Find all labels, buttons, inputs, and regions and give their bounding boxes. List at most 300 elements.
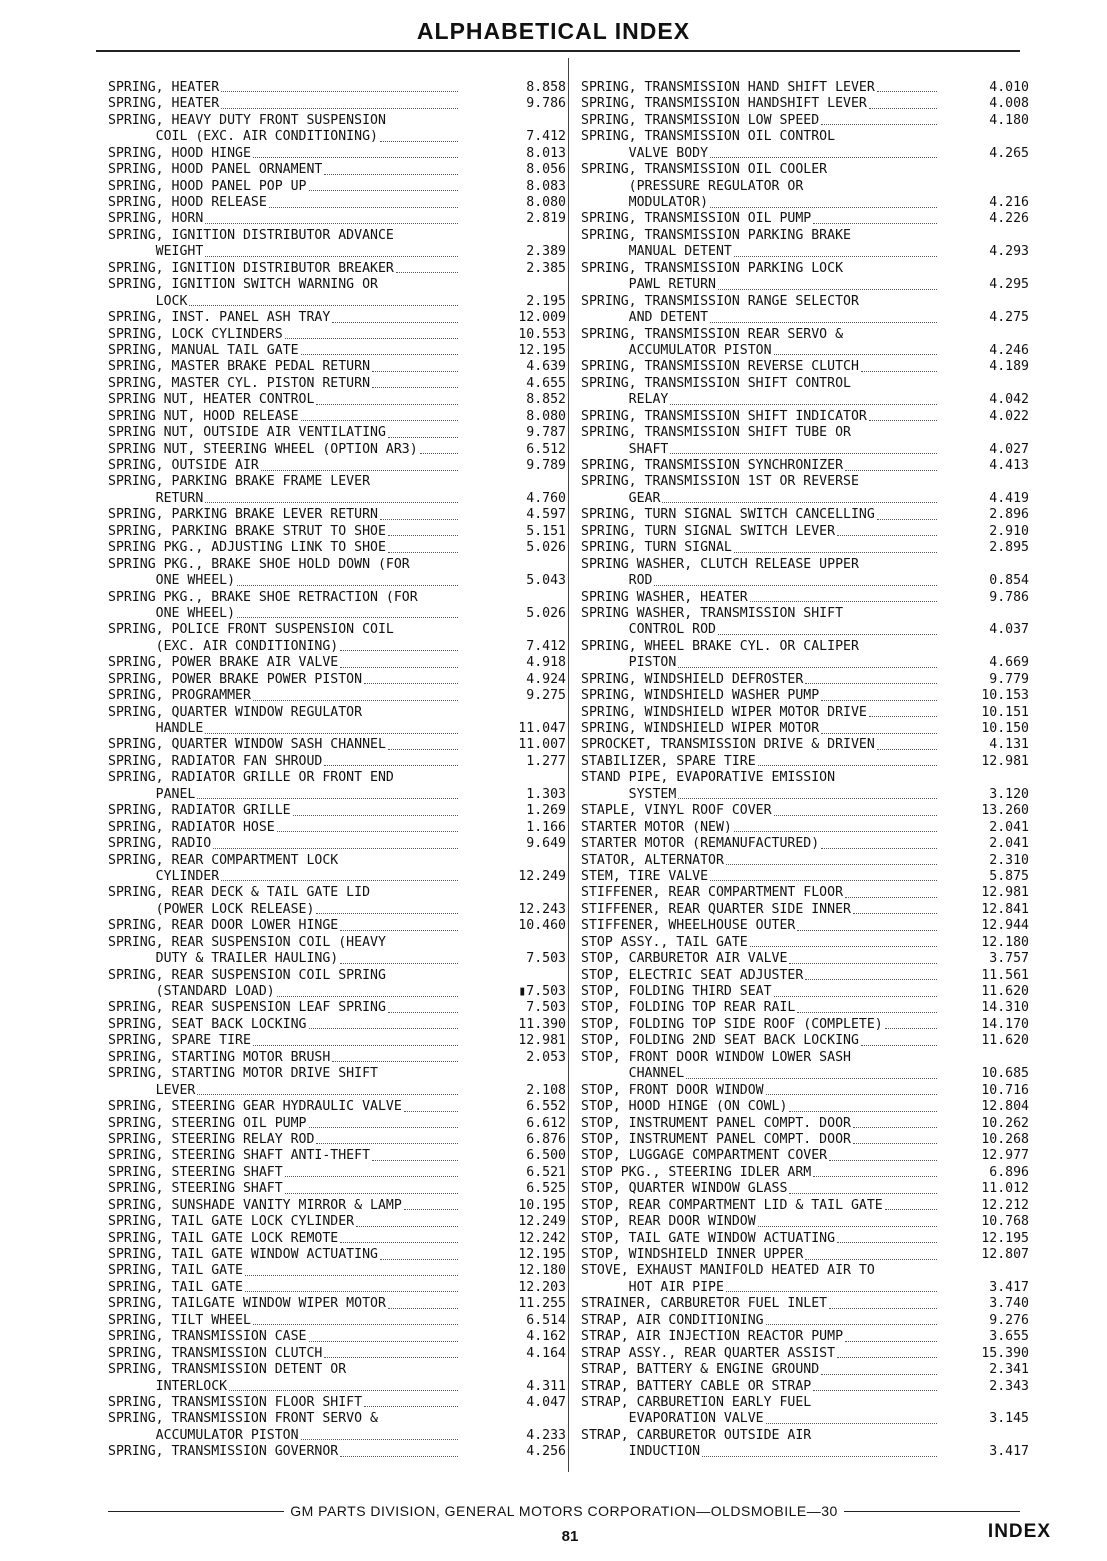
index-entry-text: STOP, REAR DOOR WINDOW xyxy=(581,1214,756,1230)
index-entry-page: 12.009 xyxy=(518,310,566,326)
index-entry-label xyxy=(108,507,460,523)
index-entry xyxy=(581,113,1029,129)
index-entry-label xyxy=(581,524,939,540)
index-entry-page: 5.043 xyxy=(526,573,566,589)
index-entry-text: SPRING, SPARE TIRE xyxy=(108,1033,251,1049)
index-entry-page: 4.189 xyxy=(989,359,1029,375)
index-entry xyxy=(108,1411,566,1427)
dot-leader xyxy=(797,930,937,931)
index-entry-label xyxy=(581,129,939,145)
index-entry-text: WEIGHT xyxy=(108,244,204,260)
index-entry-text: SPRING, MASTER CYL. PISTON RETURN xyxy=(108,375,371,391)
index-entry-text: SHAFT xyxy=(581,441,669,457)
index-entry-text: SPRING, TRANSMISSION SHIFT CONTROL xyxy=(581,375,851,391)
index-entry xyxy=(581,803,1029,819)
index-entry-text: SPRING, TAIL GATE LOCK CYLINDER xyxy=(108,1214,355,1230)
index-entry xyxy=(108,1247,566,1263)
dot-leader xyxy=(364,1406,458,1407)
index-entry-label xyxy=(581,655,939,671)
index-entry xyxy=(581,261,1029,277)
dot-leader xyxy=(285,338,458,339)
dot-leader xyxy=(372,1160,458,1161)
index-entry-label xyxy=(581,1231,939,1247)
index-entry-page: 2.310 xyxy=(989,852,1029,868)
index-entry-page: 12.977 xyxy=(981,1148,1029,1164)
dot-leader xyxy=(702,1456,937,1457)
index-entry-text: STRAP, CARBURETOR OUTSIDE AIR xyxy=(581,1427,812,1443)
index-entry-label xyxy=(108,129,460,145)
index-entry-text: SPRING NUT, HEATER CONTROL xyxy=(108,392,315,408)
dot-leader xyxy=(221,91,458,92)
index-entry xyxy=(108,968,566,984)
dot-leader xyxy=(885,1028,937,1029)
index-entry-label xyxy=(108,590,460,606)
index-entry-label xyxy=(108,524,460,540)
index-entry xyxy=(108,540,566,556)
index-entry-label xyxy=(581,918,939,934)
index-entry xyxy=(108,1099,566,1115)
dot-leader xyxy=(340,963,458,964)
index-entry-text: SPRING, HOOD HINGE xyxy=(108,145,251,161)
index-entry-label xyxy=(581,1444,939,1460)
index-entry-text: SPRING, TRANSMISSION DETENT OR xyxy=(108,1362,347,1378)
dot-leader xyxy=(758,1226,937,1227)
index-entry xyxy=(581,951,1029,967)
index-entry-page: 12.195 xyxy=(981,1230,1029,1246)
index-entry-page: 6.552 xyxy=(526,1099,566,1115)
dot-leader xyxy=(229,1390,458,1391)
index-entry-label xyxy=(581,737,939,753)
index-entry-label xyxy=(108,327,460,343)
index-entry-text: SPRING, IGNITION DISTRIBUTOR ADVANCE xyxy=(108,227,394,243)
index-entry-page: 7.412 xyxy=(526,129,566,145)
index-entry xyxy=(108,425,566,441)
dot-leader xyxy=(750,601,937,602)
index-entry-page: 2.895 xyxy=(989,540,1029,556)
index-entry-text: SPRING, TAIL GATE WINDOW ACTUATING xyxy=(108,1247,378,1263)
index-entry xyxy=(581,80,1029,96)
dot-leader xyxy=(269,207,458,208)
index-entry xyxy=(581,885,1029,901)
dot-leader xyxy=(797,1012,937,1013)
index-entry-label xyxy=(108,1148,460,1164)
index-entry-page: 12.981 xyxy=(981,885,1029,901)
dot-leader xyxy=(758,765,937,766)
index-entry xyxy=(108,655,566,671)
index-entry-label xyxy=(108,754,460,770)
index-entry-page: 9.786 xyxy=(989,589,1029,605)
index-entry-page: 3.740 xyxy=(989,1296,1029,1312)
index-entry-text: SPRING NUT, HOOD RELEASE xyxy=(108,408,299,424)
index-entry-text: STABILIZER, SPARE TIRE xyxy=(581,753,756,769)
index-entry-label xyxy=(108,113,460,129)
index-entry-label xyxy=(108,1231,460,1247)
index-entry xyxy=(108,409,566,425)
dot-leader xyxy=(301,1439,458,1440)
index-entry-label xyxy=(108,1263,460,1279)
index-entry-text: SPRING, REAR SUSPENSION LEAF SPRING xyxy=(108,1000,386,1016)
index-entry-text: SPRING, STEERING SHAFT ANTI-THEFT xyxy=(108,1148,371,1164)
index-entry xyxy=(581,968,1029,984)
index-entry xyxy=(581,1329,1029,1345)
index-entry xyxy=(108,935,566,951)
index-entry-page: 6.896 xyxy=(989,1164,1029,1180)
index-entry-page: 14.310 xyxy=(981,1000,1029,1016)
index-entry-label xyxy=(581,294,939,310)
index-entry-label xyxy=(108,491,460,507)
index-entry-text: SPRING, STEERING GEAR HYDRAULIC VALVE xyxy=(108,1099,402,1115)
index-entry-text: SPRING, HEATER xyxy=(108,79,220,95)
index-entry-label xyxy=(108,688,460,704)
index-entry xyxy=(581,491,1029,507)
index-entry-text: INDUCTION xyxy=(581,1444,701,1460)
dot-leader xyxy=(853,1127,937,1128)
index-entry-text: SPRING, TRANSMISSION LOW SPEED xyxy=(581,112,820,128)
index-entry-label xyxy=(581,1132,939,1148)
index-entry xyxy=(581,1264,1029,1280)
index-entry-page: 4.655 xyxy=(526,375,566,391)
dot-leader xyxy=(726,864,937,865)
index-entry-label xyxy=(108,458,460,474)
index-entry-text: CHANNEL xyxy=(581,1066,685,1082)
index-entry-page: 12.180 xyxy=(518,1263,566,1279)
index-entry-text: SYSTEM xyxy=(581,786,677,802)
index-entry-text: SPRING, WHEEL BRAKE CYL. OR CALIPER xyxy=(581,638,859,654)
index-entry xyxy=(108,1280,566,1296)
index-entry-text: STIFFENER, WHEELHOUSE OUTER xyxy=(581,918,796,934)
index-entry-label xyxy=(581,1346,939,1362)
dot-leader xyxy=(845,897,937,898)
index-entry-label xyxy=(581,1313,939,1329)
index-entry xyxy=(108,491,566,507)
index-entry-page: 11.561 xyxy=(981,967,1029,983)
index-entry xyxy=(108,1066,566,1082)
dot-leader xyxy=(237,617,458,618)
index-entry-page: 5.875 xyxy=(989,868,1029,884)
index-entry xyxy=(108,507,566,523)
index-entry-label xyxy=(108,442,460,458)
index-entry xyxy=(581,1411,1029,1427)
index-column-right xyxy=(581,80,1029,1461)
index-entry-page: 4.419 xyxy=(989,490,1029,506)
index-entry-text: SPRING, REAR DOOR LOWER HINGE xyxy=(108,918,339,934)
index-entry xyxy=(581,1001,1029,1017)
index-entry-page: 7.503 xyxy=(526,1000,566,1016)
index-entry-text: SPRING NUT, OUTSIDE AIR VENTILATING xyxy=(108,425,386,441)
index-entry-text: SPRING, TAIL GATE xyxy=(108,1279,243,1295)
index-entry-text: SPRING, TRANSMISSION REAR SERVO & xyxy=(581,326,844,342)
index-entry xyxy=(108,820,566,836)
index-entry-page: 13.260 xyxy=(981,803,1029,819)
index-entry-label xyxy=(108,294,460,310)
index-entry-page: 12.180 xyxy=(981,934,1029,950)
index-entry-label xyxy=(108,1116,460,1132)
index-entry-page: 1.277 xyxy=(526,753,566,769)
index-entry-text: STOP, QUARTER WINDOW GLASS xyxy=(581,1181,788,1197)
index-entry-text: GEAR xyxy=(581,490,661,506)
index-entry-label xyxy=(581,1263,939,1279)
index-entry-label xyxy=(108,672,460,688)
index-entry xyxy=(581,590,1029,606)
dot-leader xyxy=(340,667,458,668)
dot-leader xyxy=(877,749,937,750)
index-entry-text: STOP, FOLDING TOP SIDE ROOF (COMPLETE) xyxy=(581,1016,883,1032)
index-entry-label xyxy=(581,1214,939,1230)
index-entry xyxy=(581,1346,1029,1362)
index-entry-label xyxy=(581,507,939,523)
dot-leader xyxy=(829,1308,937,1309)
dot-leader xyxy=(774,996,937,997)
index-entry-text: PISTON xyxy=(581,655,677,671)
index-entry xyxy=(581,754,1029,770)
dot-leader xyxy=(205,223,458,224)
index-entry-label xyxy=(108,1099,460,1115)
index-entry-label xyxy=(108,836,460,852)
index-entry-page: 3.655 xyxy=(989,1329,1029,1345)
index-entry xyxy=(108,688,566,704)
index-entry-label xyxy=(581,425,939,441)
index-entry xyxy=(581,277,1029,293)
dot-leader xyxy=(734,256,937,257)
title-rule xyxy=(96,50,1020,52)
page-number: 81 xyxy=(561,1528,579,1545)
index-entry-page: 4.924 xyxy=(526,671,566,687)
index-entry-text: STRAP, CARBURETION EARLY FUEL xyxy=(581,1394,812,1410)
index-entry xyxy=(108,1362,566,1378)
index-entry-text: STOP, FOLDING TOP REAR RAIL xyxy=(581,1000,796,1016)
index-entry xyxy=(108,1001,566,1017)
index-entry-label xyxy=(108,573,460,589)
dot-leader xyxy=(837,1242,937,1243)
index-entry-text: SPRING, SEAT BACK LOCKING xyxy=(108,1016,307,1032)
index-entry-label xyxy=(581,787,939,803)
index-entry xyxy=(108,984,566,1000)
index-entry-text: CONTROL ROD xyxy=(581,622,716,638)
index-entry-page: 11.012 xyxy=(981,1181,1029,1197)
index-entry xyxy=(108,1379,566,1395)
index-entry-label xyxy=(581,179,939,195)
index-entry-text: SPRING, TAIL GATE LOCK REMOTE xyxy=(108,1230,339,1246)
dot-leader xyxy=(789,1111,937,1112)
dot-leader xyxy=(388,535,458,536)
dot-leader xyxy=(766,1324,937,1325)
index-entry-label xyxy=(108,935,460,951)
index-entry-label xyxy=(108,1198,460,1214)
index-entry-text: SPRING, RADIATOR GRILLE xyxy=(108,803,291,819)
index-entry xyxy=(108,951,566,967)
index-entry xyxy=(581,1231,1029,1247)
index-entry-label xyxy=(581,1099,939,1115)
index-entry-text: SPRING, PARKING BRAKE LEVER RETURN xyxy=(108,507,378,523)
dot-leader xyxy=(189,305,458,306)
index-entry-page: 2.819 xyxy=(526,211,566,227)
index-entry-label xyxy=(108,474,460,490)
index-entry xyxy=(581,1050,1029,1066)
index-entry-label xyxy=(581,1247,939,1263)
index-entry-page: 10.716 xyxy=(981,1082,1029,1098)
index-entry xyxy=(108,442,566,458)
dot-leader xyxy=(710,207,937,208)
index-entry-text: SPRING WASHER, CLUTCH RELEASE UPPER xyxy=(581,556,859,572)
index-entry xyxy=(581,327,1029,343)
index-entry-text: SPRING, MANUAL TAIL GATE xyxy=(108,342,299,358)
index-entry xyxy=(581,836,1029,852)
index-entry-text: STOP, FOLDING THIRD SEAT xyxy=(581,984,772,1000)
index-entry-label xyxy=(581,770,939,786)
dot-leader xyxy=(309,1028,459,1029)
index-entry-label xyxy=(581,672,939,688)
index-entry xyxy=(581,573,1029,589)
index-entry xyxy=(581,1083,1029,1099)
index-entry-page: 10.153 xyxy=(981,688,1029,704)
index-entry-label xyxy=(108,1017,460,1033)
index-entry-label xyxy=(108,195,460,211)
dot-leader xyxy=(285,1176,458,1177)
index-entry xyxy=(108,590,566,606)
index-entry-text: ACCUMULATOR PISTON xyxy=(581,342,772,358)
index-entry-label xyxy=(581,1083,939,1099)
dot-leader xyxy=(396,272,458,273)
index-entry-page: 10.150 xyxy=(981,721,1029,737)
index-entry-label xyxy=(581,1296,939,1312)
index-entry-page: 6.521 xyxy=(526,1164,566,1180)
index-entry-page: 6.500 xyxy=(526,1148,566,1164)
index-entry-page: 10.268 xyxy=(981,1131,1029,1147)
index-entry-text: SPROCKET, TRANSMISSION DRIVE & DRIVEN xyxy=(581,737,875,753)
index-entry-page: 6.525 xyxy=(526,1181,566,1197)
index-entry xyxy=(108,129,566,145)
index-entry-page: 10.195 xyxy=(518,1197,566,1213)
index-entry-text: STOP, WINDSHIELD INNER UPPER xyxy=(581,1247,804,1263)
index-entry xyxy=(581,179,1029,195)
index-entry-label xyxy=(581,1165,939,1181)
index-entry xyxy=(581,1181,1029,1197)
index-entry xyxy=(108,212,566,228)
index-entry-page: 5.026 xyxy=(526,540,566,556)
index-entry xyxy=(581,540,1029,556)
dot-leader xyxy=(845,470,937,471)
index-entry-label xyxy=(581,705,939,721)
index-entry-label xyxy=(581,885,939,901)
index-entry-label xyxy=(108,1444,460,1460)
dot-leader xyxy=(277,996,458,997)
index-entry-label xyxy=(108,853,460,869)
dot-leader xyxy=(301,354,458,355)
index-entry-page: 15.390 xyxy=(981,1345,1029,1361)
index-entry-page: 10.685 xyxy=(981,1066,1029,1082)
index-entry xyxy=(581,918,1029,934)
dot-leader xyxy=(734,552,937,553)
index-entry-label xyxy=(108,1329,460,1345)
index-entry-page: 11.047 xyxy=(518,721,566,737)
dot-leader xyxy=(221,108,458,109)
index-entry xyxy=(581,1066,1029,1082)
index-entry-text: SPRING, HEAVY DUTY FRONT SUSPENSION xyxy=(108,112,386,128)
index-entry xyxy=(108,261,566,277)
index-entry xyxy=(581,442,1029,458)
index-entry xyxy=(108,836,566,852)
dot-leader xyxy=(877,519,937,520)
index-entry-label xyxy=(581,80,939,96)
index-entry xyxy=(108,475,566,491)
index-entry-text: STOP, INSTRUMENT PANEL COMPT. DOOR xyxy=(581,1131,851,1147)
index-entry-page: 8.056 xyxy=(526,162,566,178)
index-entry xyxy=(108,1346,566,1362)
index-entry-page: 9.786 xyxy=(526,96,566,112)
index-entry-text: SPRING, HORN xyxy=(108,211,204,227)
index-entry-page: 3.145 xyxy=(989,1411,1029,1427)
dot-leader xyxy=(388,437,458,438)
index-entry xyxy=(581,310,1029,326)
index-entry-label xyxy=(581,244,939,260)
index-entry-page: 10.768 xyxy=(981,1214,1029,1230)
index-entry xyxy=(108,1395,566,1411)
index-entry-label xyxy=(108,951,460,967)
index-entry-text: SPRING, TAILGATE WINDOW WIPER MOTOR xyxy=(108,1296,386,1312)
index-entry-page: 4.027 xyxy=(989,441,1029,457)
index-entry xyxy=(581,1444,1029,1460)
index-entry-text: SPRING, RADIATOR HOSE xyxy=(108,819,275,835)
index-entry-label xyxy=(581,327,939,343)
index-entry-label xyxy=(581,820,939,836)
index-entry-page: 3.417 xyxy=(989,1279,1029,1295)
index-entry-label xyxy=(108,1181,460,1197)
index-entry-text: SPRING PKG., BRAKE SHOE RETRACTION (FOR xyxy=(108,589,418,605)
index-entry-label xyxy=(108,737,460,753)
dot-leader xyxy=(253,157,458,158)
index-entry-page: 2.041 xyxy=(989,819,1029,835)
index-entry-text: STOP, LUGGAGE COMPARTMENT COVER xyxy=(581,1148,828,1164)
index-entry-page: 11.620 xyxy=(981,1033,1029,1049)
index-entry-label xyxy=(581,1017,939,1033)
index-entry-page: 4.265 xyxy=(989,145,1029,161)
index-entry xyxy=(581,524,1029,540)
index-entry-text: SPRING, PARKING BRAKE FRAME LEVER xyxy=(108,474,371,490)
index-entry xyxy=(581,1428,1029,1444)
index-entry-label xyxy=(108,244,460,260)
index-entry-text: SPRING PKG., BRAKE SHOE HOLD DOWN (FOR xyxy=(108,556,410,572)
dot-leader xyxy=(821,1374,937,1375)
dot-leader xyxy=(309,190,459,191)
index-entry-label xyxy=(581,277,939,293)
index-entry-page: 4.008 xyxy=(989,96,1029,112)
dot-leader xyxy=(813,223,937,224)
dot-leader xyxy=(316,913,458,914)
index-entry xyxy=(581,409,1029,425)
index-entry-text: SPRING PKG., ADJUSTING LINK TO SHOE xyxy=(108,540,386,556)
index-entry-text: MANUAL DETENT xyxy=(581,244,732,260)
index-entry xyxy=(581,212,1029,228)
index-entry-text: HANDLE xyxy=(108,721,204,737)
dot-leader xyxy=(285,1193,458,1194)
index-entry-text: STOVE, EXHAUST MANIFOLD HEATED AIR TO xyxy=(581,1263,875,1279)
index-entry xyxy=(581,162,1029,178)
index-entry xyxy=(108,1198,566,1214)
index-entry-page: 4.037 xyxy=(989,622,1029,638)
index-entry-label xyxy=(108,80,460,96)
index-entry-label xyxy=(108,639,460,655)
dot-leader xyxy=(670,453,937,454)
index-entry xyxy=(108,1313,566,1329)
index-entry-label xyxy=(108,770,460,786)
index-entry xyxy=(108,672,566,688)
index-entry-label xyxy=(108,1395,460,1411)
index-entry-text: SPRING, MASTER BRAKE PEDAL RETURN xyxy=(108,359,371,375)
index-entry-text: AND DETENT xyxy=(581,310,709,326)
index-entry xyxy=(581,639,1029,655)
dot-leader xyxy=(837,535,937,536)
index-entry-page: 4.226 xyxy=(989,211,1029,227)
